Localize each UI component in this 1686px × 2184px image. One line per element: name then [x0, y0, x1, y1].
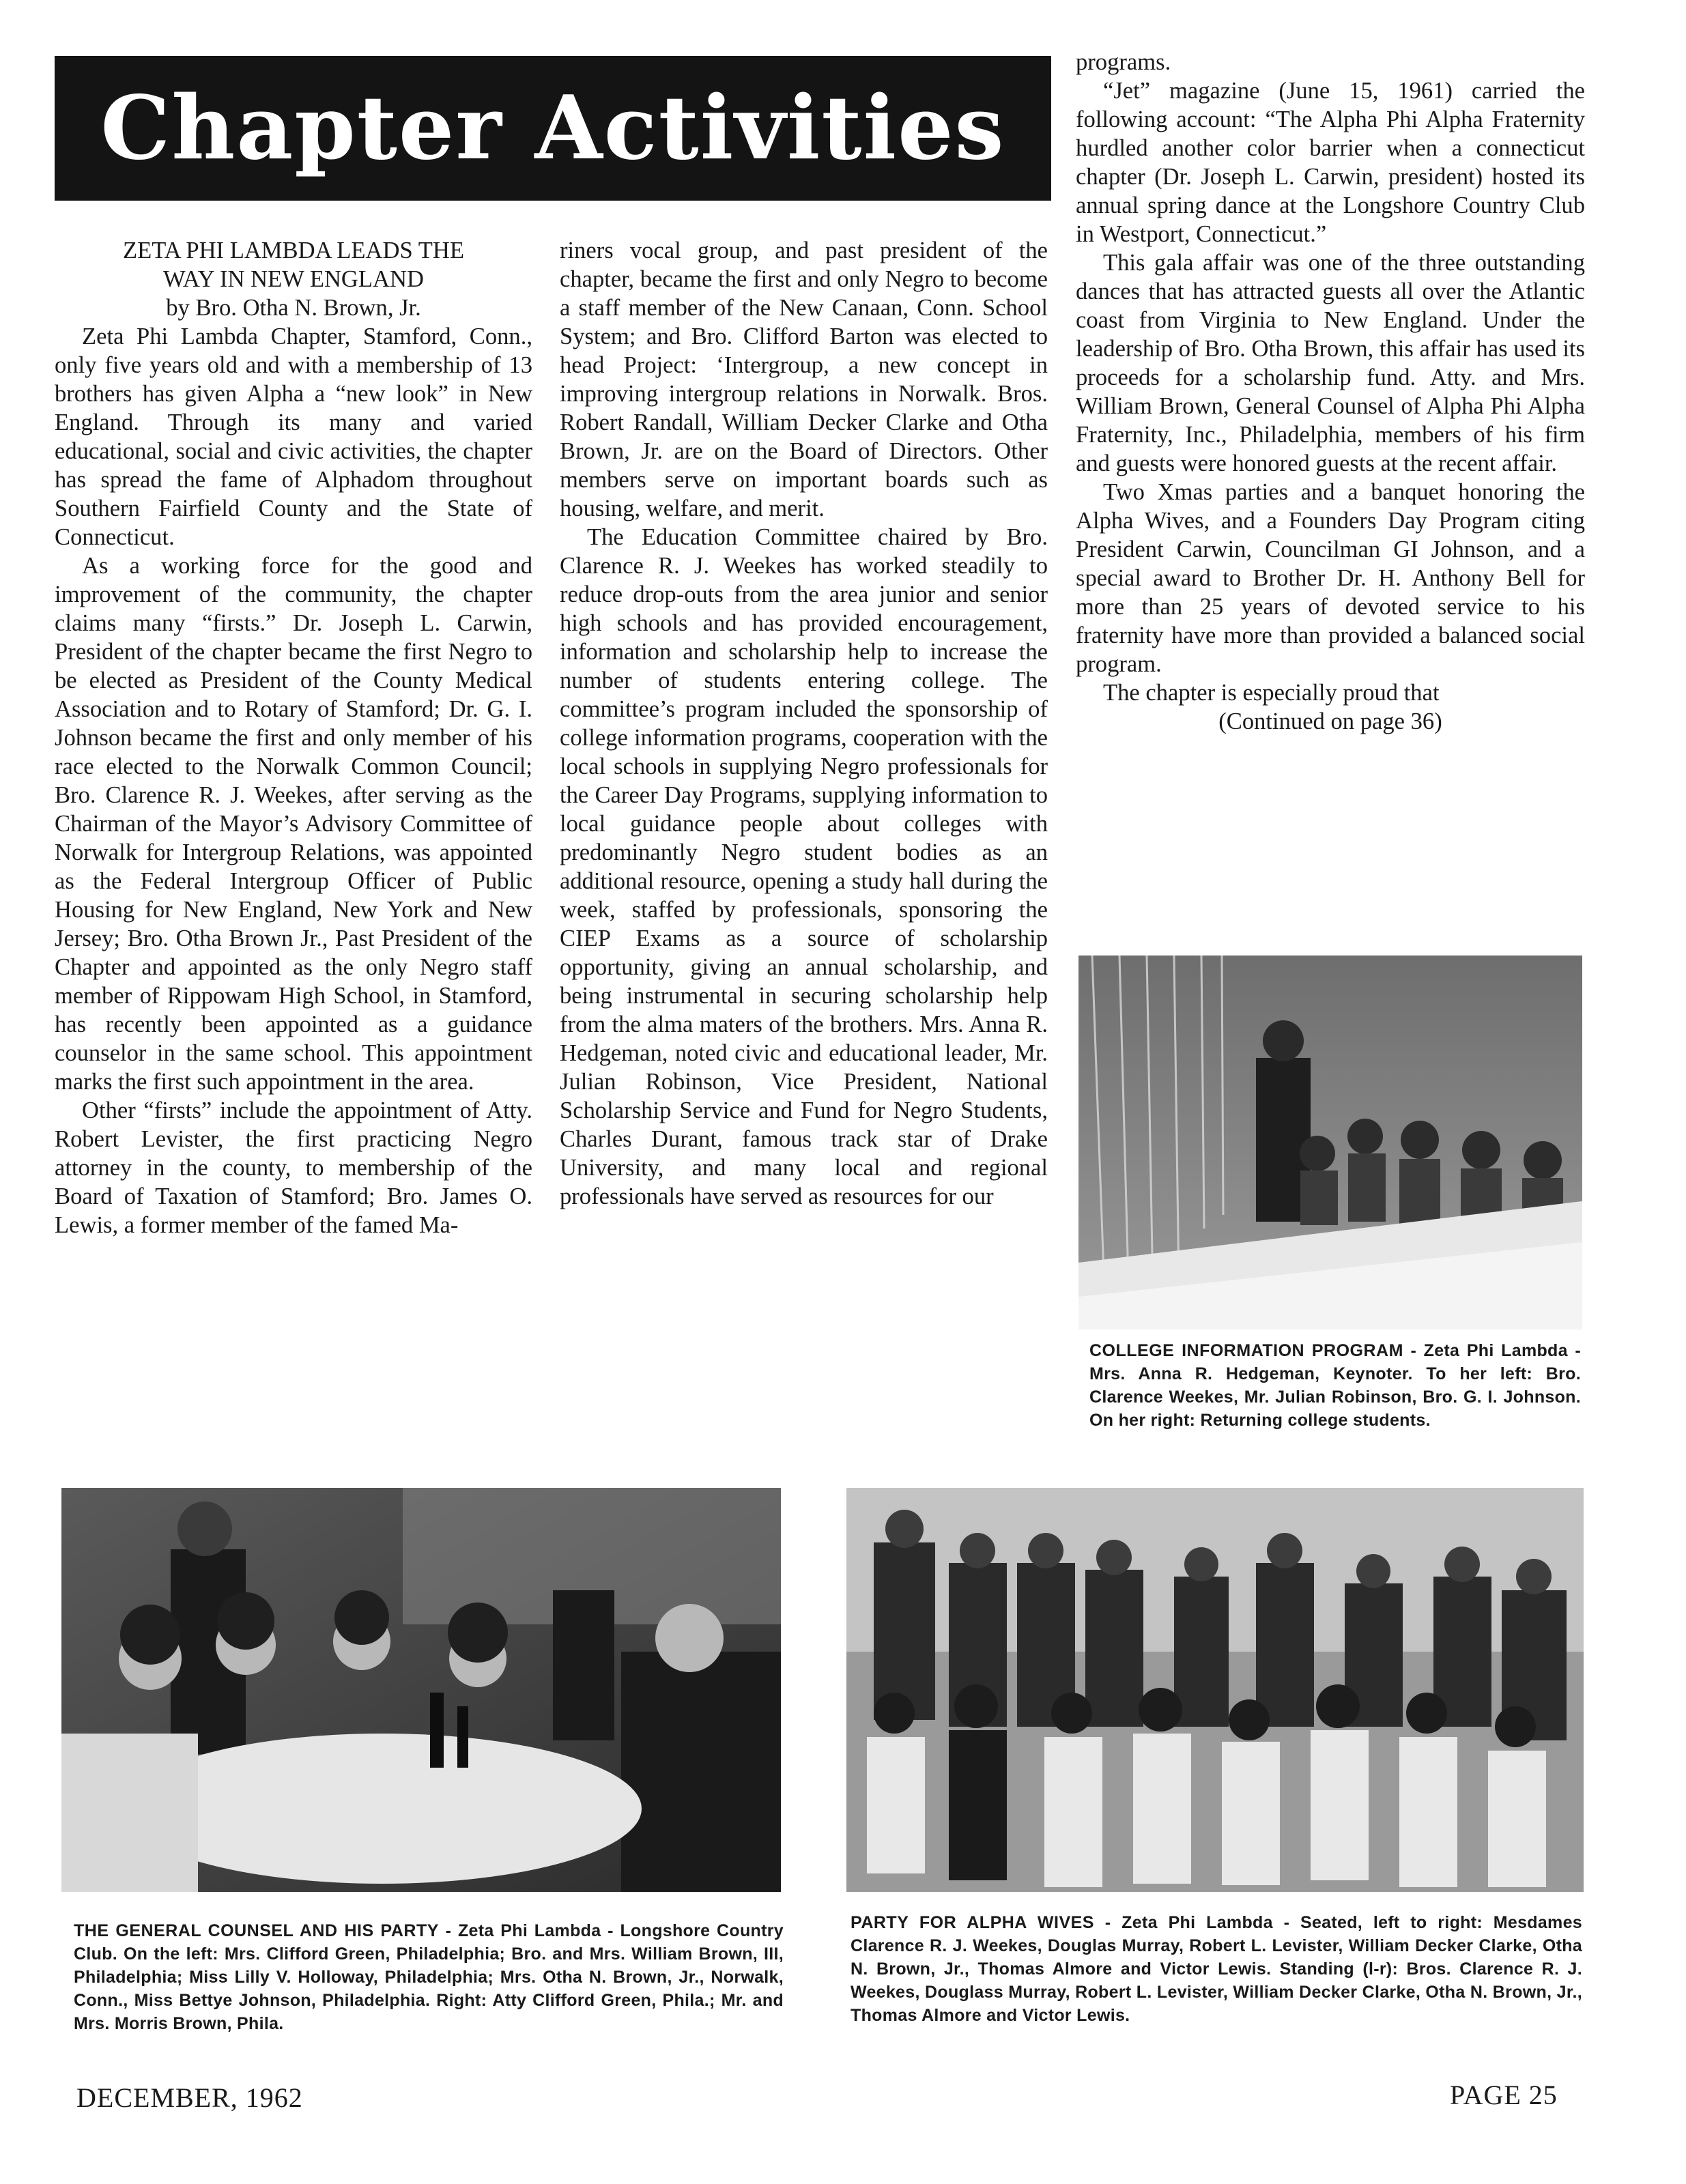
article-column-3 — [1076, 48, 1585, 736]
caption-text: - Zeta Phi Lambda - Mrs. Anna R. Hedgeman, Keynoter. To her left: Bro. Clarence Weekes, Mr. Julian Robinson, Bro. G. I. Johnson. On her right: Returning college students. — [1089, 1341, 1581, 1430]
caption-general-counsel-party — [74, 1919, 784, 2035]
article-paragraph: This gala affair was one of the three outstanding dances that has attracted guests all over the Atlantic coast from Virginia to New England. Under the leadership of Bro. Otha Brown, this affair has used its proceeds for a scholarship fund. Atty. and Mrs. William Brown, General Counsel of Alpha Phi Alpha Fraternity, Inc., Philadelphia, members of his firm and guests were honored guests at the recent affair. — [1076, 250, 1585, 476]
caption-heading: COLLEGE INFORMATION PROGRAM — [1089, 1341, 1403, 1360]
caption-heading: THE GENERAL COUNSEL AND HIS PARTY — [74, 1921, 439, 1940]
caption-text: - Zeta Phi Lambda - Seated, left to right: Mesdames Clarence R. J. Weekes, Douglas Murray, Robert L. Levister, William Decker Clarke, Otha N. Brown, Jr., Thomas Almore and Victor Lewis. Standing (l-r): Bros. Clarence R. J. Weekes, Douglass Murray, Robert L. Levister, William Decker Clarke, Otha N. Brown, Jr., Thomas Almore and Victor Lewis. — [851, 1913, 1582, 2025]
article-headline-line-2: WAY IN NEW ENGLAND — [163, 266, 424, 292]
article-byline: by Bro. Otha N. Brown, Jr. — [166, 295, 421, 321]
article-paragraph: “Jet” magazine (June 15, 1961) carried the following account: “The Alpha Phi Alpha Fraternity hurdled another color barrier when a connecticut chapter (Dr. Joseph L. Carwin, president) hosted its annual spring dance at the Longshore Country Club in Westport, Connecticut.” — [1076, 78, 1585, 247]
article-paragraph: Two Xmas parties and a banquet honoring the Alpha Wives, and a Founders Day Program citing President Carwin, Councilman GI Johnson, and a special award to Brother Dr. H. Anthony Bell for more than 25 years of devoted service to his fraternity have more than provided a balanced social program. — [1076, 479, 1585, 677]
continued-note: (Continued on page 36) — [1218, 708, 1442, 734]
article-paragraph: programs. — [1076, 49, 1171, 75]
article-paragraph: Other “firsts” include the appointment of Atty. Robert Levister, the first practicing Negro attorney in the county, to membership of the Board of Taxation of Stamford; Bro. James O. Lewis, a former member of the famed Ma- — [55, 1097, 532, 1238]
footer-page-number: PAGE 25 — [1450, 2080, 1558, 2110]
article-paragraph: The chapter is especially proud that — [1103, 680, 1440, 706]
caption-heading: PARTY FOR ALPHA WIVES — [851, 1913, 1094, 1932]
page-title: Chapter Activities — [100, 77, 1005, 179]
footer-date: DECEMBER, 1962 — [76, 2082, 303, 2113]
photo-general-counsel-party — [61, 1488, 781, 1892]
article-column-1 — [55, 236, 532, 1239]
photo-college-information-program — [1078, 956, 1582, 1330]
caption-party-for-alpha-wives — [851, 1911, 1582, 2027]
article-paragraph: The Education Committee chaired by Bro. Clarence R. J. Weekes has worked steadily to reduce drop-outs from the area junior and senior high schools and has provided encouragement, information and scholarship help to increase the number of students entering college. The committee’s program included the sponsorship of college information programs, cooperation with the local schools in supplying Negro professionals for the Career Day Programs, supplying information to local guidance people about colleges with predominantly Negro student bodies as an additional resource, opening a study hall during the week, staffed by professionals, sponsoring the CIEP Exams as a source of scholarship opportunity, giving an annual scholarship, and being instrumental in securing scholarship help from the alma maters of the brothers. Mrs. Anna R. Hedgeman, noted civic and educational leader, Mr. Julian Robinson, Vice President, National Scholarship Service and Fund for Negro Students, Charles Durant, famous track star of Drake University, and many local and regional professionals have served as resources for our — [560, 524, 1048, 1209]
photo-party-for-alpha-wives — [846, 1488, 1584, 1892]
article-paragraph: riners vocal group, and past president of the chapter, became the first and only Negro to become a staff member of the New Canaan, Conn. School System; and Bro. Clifford Barton was elected to head Project: ‘Intergroup, a new concept in improving intergroup relations in Norwalk. Bros. Robert Randall, William Decker Clarke and Otha Brown, Jr. are on the Board of Directors. Other members serve on important boards such as housing, welfare, and merit. — [560, 238, 1048, 521]
title-banner — [55, 56, 1051, 201]
article-paragraph: Zeta Phi Lambda Chapter, Stamford, Conn., only five years old and with a membership of 13 brothers has given Alpha a “new look” in New England. Through its many and varied educational, social and civic activities, the chapter has spread the fame of Alphadom throughout Southern Fairfield County and the State of Connecticut. — [55, 324, 532, 550]
caption-text: - Zeta Phi Lambda - Longshore Country Club. On the left: Mrs. Clifford Green, Philadelphia; Bro. and Mrs. William Brown, III, Philadelphia; Miss Lilly V. Holloway, Philadelphia; Mrs. Otha N. Brown, Jr., Norwalk, Conn., Miss Bettye Johnson, Philadelphia. Right: Atty Clifford Green, Phila.; Mr. and Mrs. Morris Brown, Phila. — [74, 1921, 784, 2033]
article-headline-line-1: ZETA PHI LAMBDA LEADS THE — [123, 238, 464, 263]
article-paragraph: As a working force for the good and improvement of the community, the chapter claims many “firsts.” Dr. Joseph L. Carwin, President of the chapter became the first Negro to be elected as President of the County Medical Association and to Rotary of Stamford; Dr. G. I. Johnson became the first and only member of his race elected to the Norwalk Common Council; Bro. Clarence R. J. Weekes, after serving as the Chairman of the Mayor’s Advisory Committee of Norwalk for Intergroup Relations, was appointed as the Federal Intergroup Officer of Public Housing for New England, New York and New Jersey; Bro. Otha Brown Jr., Past President of the Chapter and appointed as the only Negro staff member of Rippowam High School, in Stamford, has recently been appointed as a guidance counselor in the same school. This appointment marks the first such appointment in the area. — [55, 553, 532, 1095]
article-column-2 — [560, 236, 1048, 1211]
caption-college-information-program — [1089, 1339, 1581, 1432]
